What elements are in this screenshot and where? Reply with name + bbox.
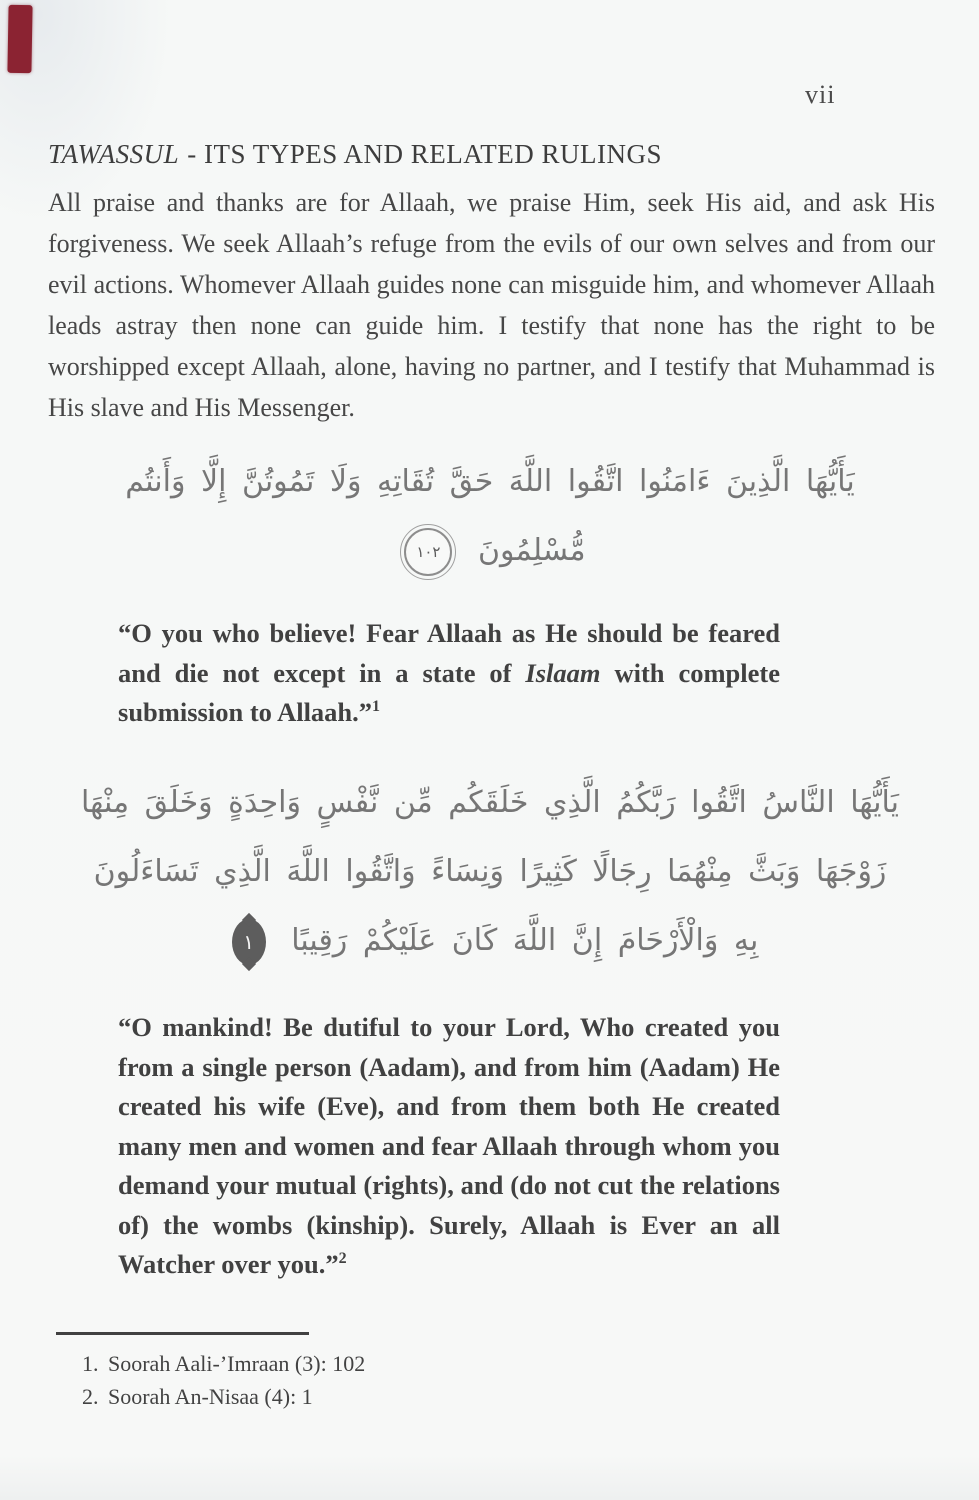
footnote-text: Soorah An-Nisaa (4): 1 — [108, 1384, 313, 1409]
arabic-word: بِهِ وَالْأَرْحَامَ إِنَّ اللَّهَ كَانَ عَلَيْكُمْ رَقِيبًا — [291, 923, 759, 958]
intro-paragraph: All praise and thanks are for Allaah, we praise Him, seek His aid, and ask His forgiveness. We seek Allaah’s refuge from the evils of our own selves and from our evil actions. Whomever Allaah guides none can misguide him, and whomever Allaah leads astray then none can guide him. I testify that none has the right to be worshipped except Allaah, alone, having no partner, and I testify that Muhammad is His slave and His Messenger. — [48, 188, 935, 422]
translation-text: “O mankind! Be dutiful to your Lord, Who created you from a single person (Aadam), and from him (Aadam) He created his wife (Eve), and from them both He created many men and women and fear Allaah through whom you demand your mutual (rights), and (do not cut the relations of) the wombs (kinship). Surely, Allaah is Ever an all Watcher over you.” — [118, 1012, 780, 1279]
footnote-item — [82, 1380, 582, 1413]
chapter-title-italic: TAWASSUL — [48, 139, 180, 169]
footnote-item — [82, 1347, 582, 1380]
arabic-line — [70, 906, 910, 975]
verse-translation-1 — [118, 614, 780, 733]
scan-red-mark — [7, 5, 32, 73]
arabic-line — [70, 516, 910, 585]
footnote-reference: 2 — [338, 1250, 347, 1268]
arabic-line: زَوْجَهَا وَبَثَّ مِنْهُمَا رِجَالًا كَثِيرًا وَنِسَاءً وَاتَّقُوا اللَّهَ الَّذِي تَسَاءَلُونَ — [93, 854, 887, 889]
arabic-word: مُّسْلِمُونَ — [477, 533, 586, 568]
translation-italic-word: Islaam — [525, 657, 601, 688]
arabic-line: يَأَيُّهَا الَّذِينَ ءَامَنُوا اتَّقُوا اللَّهَ حَقَّ تُقَاتِهِ وَلَا تَمُوتُنَّ إِلَّا وَأَنتُم — [125, 464, 855, 499]
footnote-text: Soorah Aali-’Imraan (3): 102 — [108, 1351, 366, 1376]
quran-verse-arabic-1 — [70, 447, 910, 585]
arabic-line: يَأَيُّهَا النَّاسُ اتَّقُوا رَبَّكُمُ الَّذِي خَلَقَكُم مِّن نَّفْسٍ وَاحِدَةٍ وَخَلَقَ مِنْهَا — [81, 785, 899, 820]
verse-translation-2 — [118, 1008, 780, 1285]
footnotes — [82, 1347, 582, 1413]
page-number: vii — [805, 80, 836, 109]
footnote-reference: 1 — [372, 698, 381, 716]
quran-verse-arabic-2 — [70, 768, 910, 975]
verse-number-ornament: ١ — [232, 919, 266, 965]
verse-number-ornament: ١٠٢ — [404, 528, 452, 576]
chapter-title — [48, 139, 938, 170]
translation-text: with complete submission to Allaah.” — [118, 657, 780, 727]
footnote-number: 2. — [82, 1384, 99, 1409]
footnote-number: 1. — [82, 1351, 99, 1376]
footnote-divider — [56, 1332, 309, 1335]
translation-text: “O you who believe! Fear Allaah as He should be feared and die not except in a state of — [118, 618, 780, 688]
chapter-title-rest: - ITS TYPES AND RELATED RULINGS — [187, 139, 662, 169]
